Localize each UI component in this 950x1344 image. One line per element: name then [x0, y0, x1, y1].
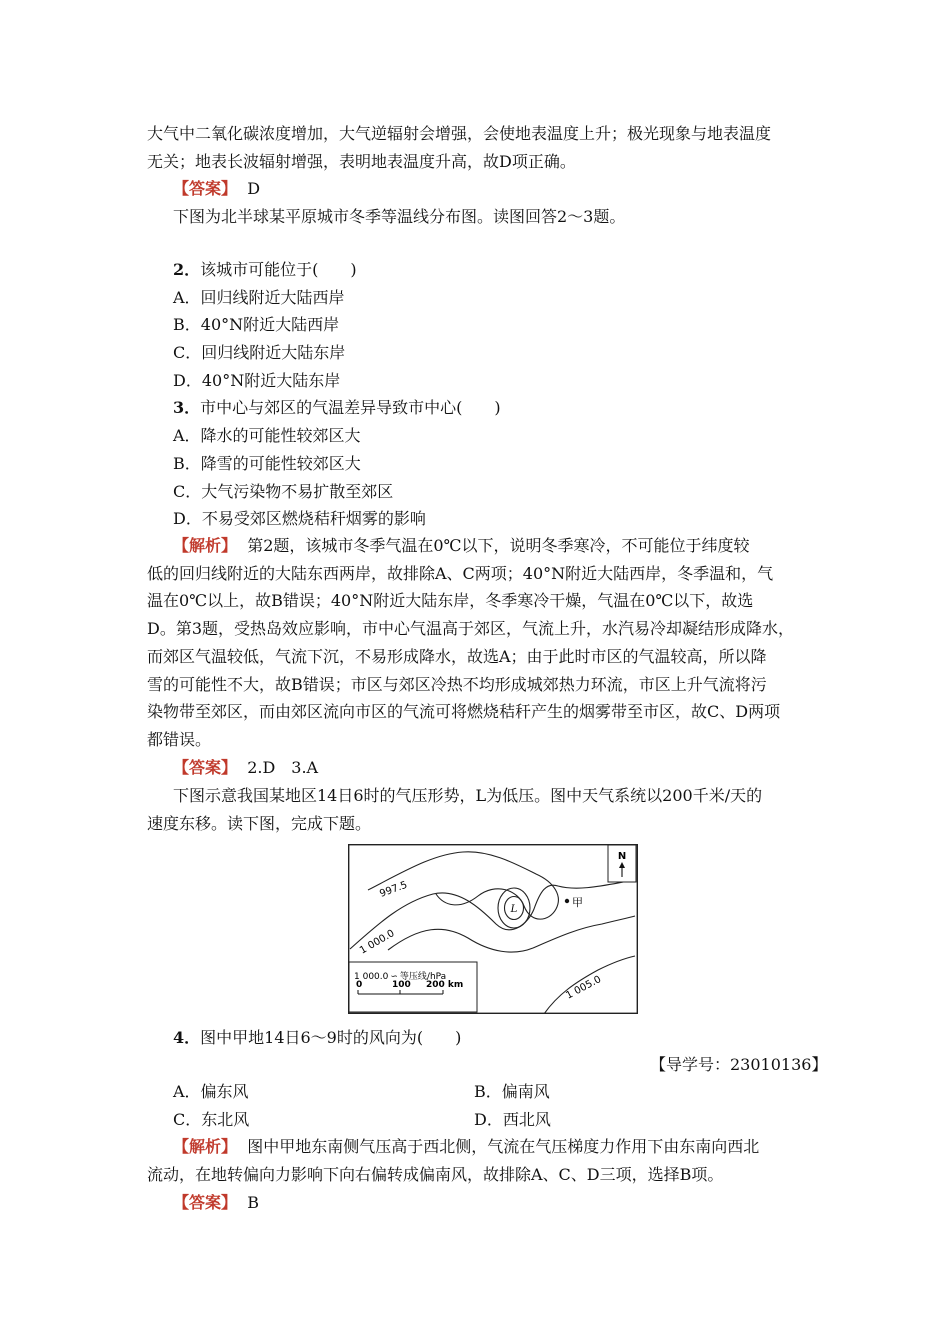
place-label: 甲: [572, 896, 583, 909]
q4-option-b: B．偏南风: [474, 1082, 550, 1101]
low-label: L: [510, 904, 518, 915]
q3-option-d: D．不易受郊区燃烧秸秆烟雾的影响: [173, 509, 426, 528]
analysis-23-line-2: 低的回归线附近的大陆东西两岸，故排除A、C两项；40°N附近大陆西岸，冬季温和，气: [147, 564, 774, 583]
analysis-23-line-1: 【解析】 第2题，该城市冬季气温在0℃以下，说明冬季寒冷，不可能位于纬度较: [173, 536, 750, 555]
q3-option-b: B．降雪的可能性较郊区大: [173, 454, 361, 473]
q2-option-a: A．回归线附近大陆西岸: [173, 288, 345, 307]
q4-option-d: D．西北风: [474, 1110, 551, 1129]
legend-line-value: 1 000.0: [354, 972, 389, 982]
analysis-23-line-7: 染物带至郊区，而由郊区流向市区的气流可将燃烧秸秆产生的烟雾带至市区，故C、D两项: [147, 702, 781, 721]
legend-isobar: 1 000.0 ∽ 等压线/hPa: [354, 972, 447, 982]
scale-tick-200: 200 km: [426, 980, 464, 990]
q2-option-b: B．40°N附近大陆西岸: [173, 315, 340, 334]
place-point: [565, 899, 569, 903]
q3-stem-text: 市中心与郊区的气温差异导致市中心( ): [200, 398, 501, 417]
passage-2-line-2: 速度东移。读下图，完成下题。: [147, 814, 372, 833]
answer-1: [173, 179, 260, 199]
intro-line-1: 大气中二氧化碳浓度增加，大气逆辐射会增强，会使地表温度上升；极光现象与地表温度: [147, 124, 772, 143]
analysis-4-line-2: 流动，在地转偏向力影响下向右偏转成偏南风，故排除A、C、D三项，选择B项。: [147, 1165, 724, 1184]
q2-stem-text: 该城市可能位于( ): [200, 260, 357, 279]
q3-number: 3．: [173, 398, 201, 417]
q3-option-a: A．降水的可能性较郊区大: [173, 426, 361, 445]
q2-stem: [173, 260, 357, 280]
analysis-23-line-3: 温在0℃以上，故B错误；40°N附近大陆东岸，冬季寒冷干燥，气温在0℃以下，故选: [147, 591, 754, 610]
passage-2-line-1: 下图示意我国某地区14日6时的气压形势，L为低压。图中天气系统以200千米/天的: [173, 786, 763, 805]
scale-tick-0: 0: [356, 980, 363, 990]
answer-tag: 【答案】: [173, 179, 238, 198]
isobar-label-1000: 1 000.0: [358, 927, 397, 957]
legend-text: 等压线/hPa: [399, 972, 447, 982]
analysis-23-line-4: D。第3题，受热岛效应影响，市中心气温高于郊区，气流上升，水汽易冷却凝结形成降水，: [147, 619, 795, 638]
answer-value: B: [247, 1193, 259, 1212]
answer-tag: 【答案】: [173, 1193, 238, 1212]
analysis-tag: 【解析】: [173, 1137, 238, 1156]
guide-number: 【导学号：23010136】: [650, 1055, 828, 1074]
q4-option-c: C．东北风: [173, 1110, 250, 1129]
q4-number: 4．: [173, 1028, 201, 1047]
q4-stem-text: 图中甲地14日6～9时的风向为( ): [200, 1028, 462, 1047]
isobar-label-997-5: 997.5: [378, 879, 409, 900]
passage-1: 下图为北半球某平原城市冬季等温线分布图。读图回答2～3题。: [173, 207, 626, 226]
q2-option-c: C．回归线附近大陆东岸: [173, 343, 346, 362]
north-label: N: [617, 851, 627, 862]
answer-tag: 【答案】: [173, 758, 238, 777]
analysis-4-line-1: 【解析】 图中甲地东南侧气压高于西北侧，气流在气压梯度力作用下由东南向西北: [173, 1137, 760, 1156]
analysis-23-line-8: 都错误。: [147, 730, 212, 749]
isobar-label-1005: 1 005.0: [564, 974, 604, 1002]
intro-line-2: 无关；地表长波辐射增强，表明地表温度升高，故D项正确。: [147, 152, 576, 171]
answer-value: 2.D 3.A: [247, 758, 319, 777]
isobar-map: [348, 844, 638, 1014]
q3-option-c: C．大气污染物不易扩散至郊区: [173, 482, 394, 501]
q4-option-a: A．偏东风: [173, 1082, 249, 1101]
q4-stem: [173, 1028, 461, 1048]
q3-stem: [173, 398, 501, 418]
scale-tick-100: 100: [392, 980, 411, 990]
answer-4: [173, 1193, 259, 1213]
analysis-tag: 【解析】: [173, 536, 238, 555]
analysis-23-line-5: 而郊区气温较低，气流下沉，不易形成降水，故选A；由于此时市区的气温较高，所以降: [147, 647, 767, 666]
analysis-23-line-6: 雪的可能性不大，故B错误；市区与郊区冷热不均形成城郊热力环流，市区上升气流将污: [147, 675, 767, 694]
q2-option-d: D．40°N附近大陆东岸: [173, 371, 341, 390]
q2-number: 2．: [173, 260, 201, 279]
answer-23: [173, 758, 318, 778]
answer-value: D: [247, 179, 261, 198]
